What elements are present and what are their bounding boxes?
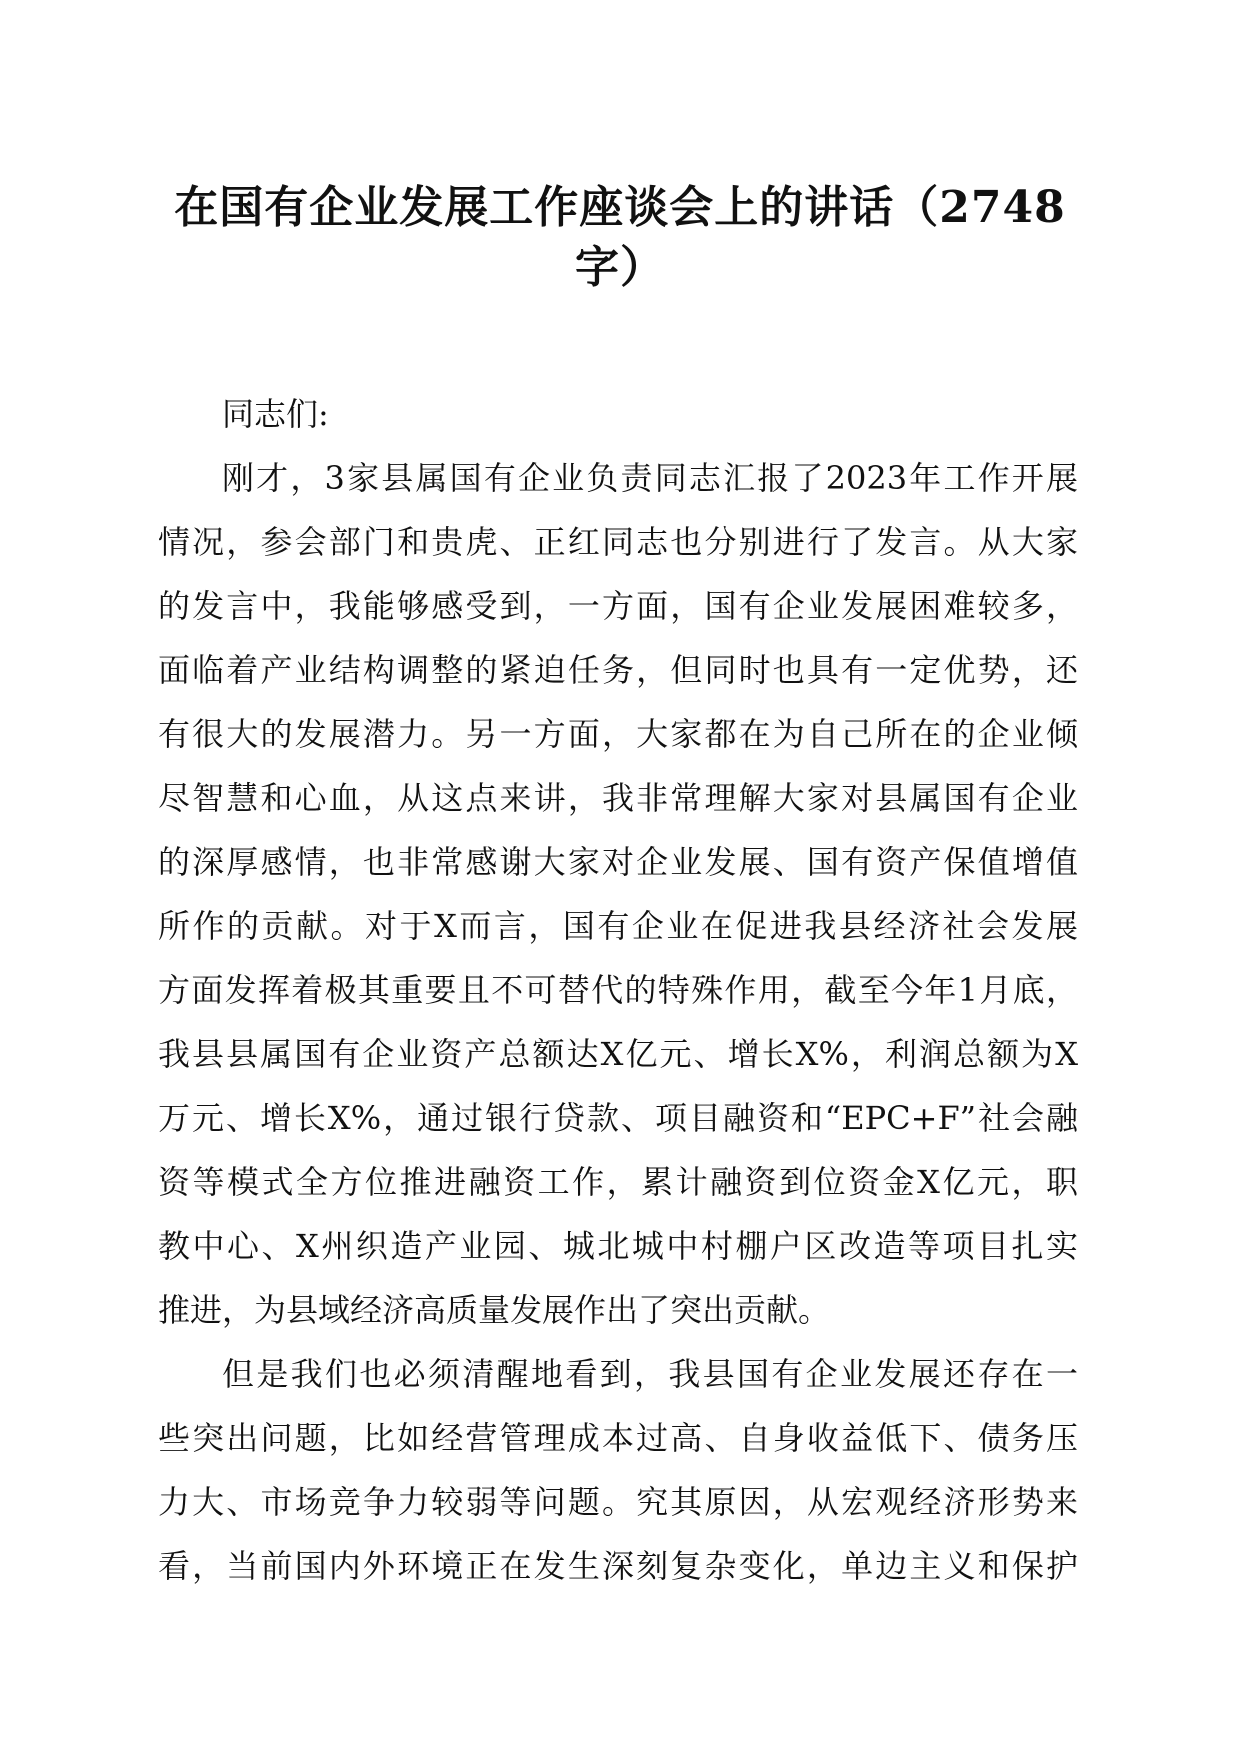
text-line: 但是我们也必须清醒地看到，我县国有企业发展还存在一 <box>222 1355 1078 1393</box>
text-line: 万元、增长X%，通过银行贷款、项目融资和“EPC+F”社会融 <box>158 1099 1078 1137</box>
text-line: 面临着产业结构调整的紧迫任务，但同时也具有一定优势，还 <box>158 651 1078 689</box>
text-line: 尽智慧和心血，从这点来讲，我非常理解大家对县属国有企业 <box>158 779 1078 817</box>
text-line: 看，当前国内外环境正在发生深刻复杂变化，单边主义和保护 <box>158 1547 1078 1585</box>
title-line-2: 字） <box>575 242 665 293</box>
salutation: 同志们: <box>222 395 329 433</box>
text-line: 的发言中，我能够感受到，一方面，国有企业发展困难较多， <box>158 587 1078 625</box>
text-line: 些突出问题，比如经营管理成本过高、自身收益低下、债务压 <box>158 1419 1078 1457</box>
text-line: 资等模式全方位推进融资工作，累计融资到位资金X亿元，职 <box>158 1163 1078 1201</box>
title-line-1: 在国有企业发展工作座谈会上的讲话（2748 <box>174 182 1066 233</box>
text-line: 所作的贡献。对于X而言，国有企业在促进我县经济社会发展 <box>158 907 1078 945</box>
text-line: 方面发挥着极其重要且不可替代的特殊作用，截至今年1月底， <box>158 971 1078 1009</box>
text-line: 有很大的发展潜力。另一方面，大家都在为自己所在的企业倾 <box>158 715 1078 753</box>
page-title <box>160 178 1080 298</box>
text-line: 力大、市场竞争力较弱等问题。究其原因，从宏观经济形势来 <box>158 1483 1078 1521</box>
text-line: 的深厚感情，也非常感谢大家对企业发展、国有资产保值增值 <box>158 843 1078 881</box>
text-line: 推进，为县域经济高质量发展作出了突出贡献。 <box>158 1291 831 1329</box>
text-line: 教中心、X州织造产业园、城北城中村棚户区改造等项目扎实 <box>158 1227 1078 1265</box>
paragraph-1 <box>158 446 1078 1342</box>
paragraph-2 <box>158 1342 1078 1598</box>
text-line: 刚才，3家县属国有企业负责同志汇报了2023年工作开展 <box>222 459 1078 497</box>
text-line: 情况，参会部门和贵虎、正红同志也分别进行了发言。从大家 <box>158 523 1078 561</box>
document-body <box>158 382 1078 1598</box>
text-line: 我县县属国有企业资产总额达X亿元、增长X%，利润总额为X <box>158 1035 1078 1073</box>
